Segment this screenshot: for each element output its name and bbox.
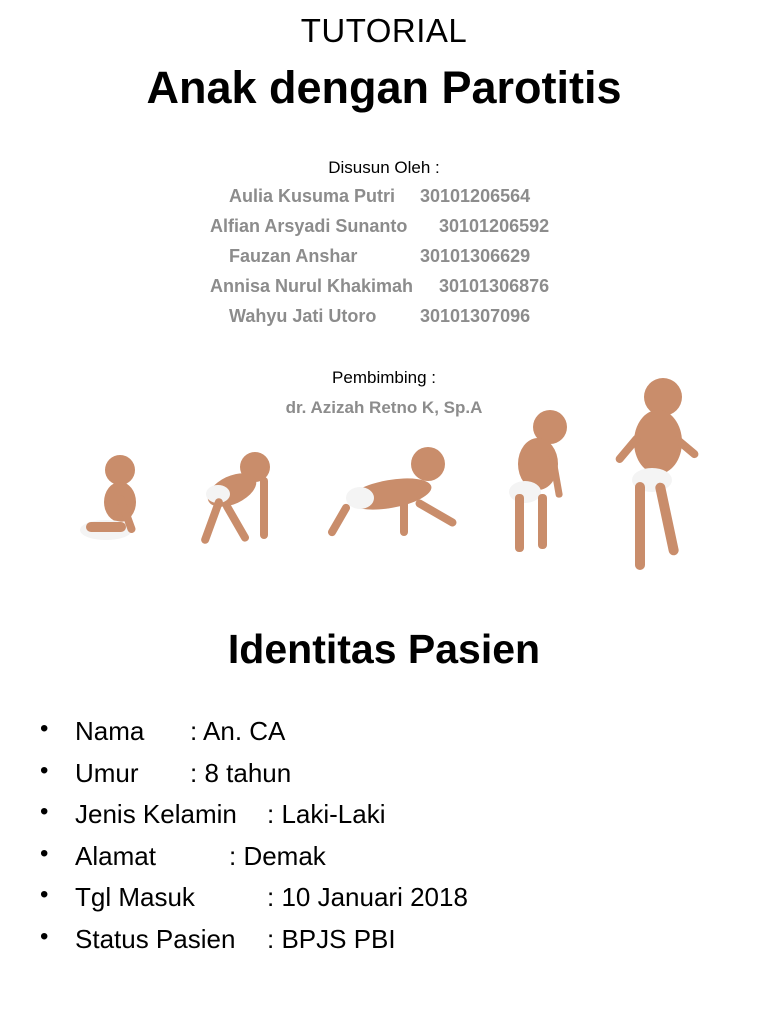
patient-identity-list — [40, 716, 740, 966]
author-list — [0, 186, 768, 336]
list-item — [40, 758, 740, 800]
bullet-icon: • — [40, 839, 49, 867]
author-id: 30101206564 — [420, 186, 531, 206]
baby-development-stages-illustration — [60, 372, 720, 582]
bullet-icon: • — [40, 715, 49, 742]
author-id: 30101306876 — [439, 276, 550, 296]
list-item — [40, 924, 740, 966]
author-id: 30101206592 — [439, 216, 550, 236]
bullet-icon: • — [40, 881, 49, 909]
advisor-name: dr. Azizah Retno K, Sp.A — [285, 398, 483, 417]
field-label: Status Pasien — [75, 923, 236, 954]
baby-standing-up — [509, 410, 567, 552]
bullet-icon: • — [40, 922, 49, 950]
author-name: Alfian Arsyadi Sunanto — [210, 216, 408, 236]
baby-sitting — [80, 455, 137, 540]
bullet-icon: • — [40, 756, 49, 784]
page-title: Anak dengan Parotitis — [146, 62, 622, 113]
field-value: : BPJS PBI — [267, 923, 396, 954]
advisor-label: Pembimbing : — [332, 368, 436, 387]
author-row — [0, 216, 768, 246]
patient-identity-slide — [0, 600, 768, 1024]
baby-walking — [614, 378, 700, 570]
field-label: Nama — [75, 716, 145, 746]
list-item — [40, 799, 740, 841]
baby-crawling-forward — [327, 447, 458, 538]
author-row — [0, 276, 768, 306]
baby-crawling — [200, 452, 270, 545]
list-item — [40, 882, 740, 924]
field-value: : 8 tahun — [190, 757, 292, 788]
field-label: Alamat — [75, 840, 156, 871]
author-id: 30101307096 — [420, 306, 531, 326]
author-name: Wahyu Jati Utoro — [229, 306, 377, 326]
list-item — [40, 716, 740, 758]
field-value: : Demak — [229, 840, 326, 871]
bullet-icon: • — [40, 798, 49, 826]
field-value: : 10 Januari 2018 — [267, 882, 468, 913]
author-name: Aulia Kusuma Putri — [229, 186, 396, 206]
field-value: : An. CA — [190, 716, 286, 746]
compiled-by-label: Disusun Oleh : — [328, 158, 440, 177]
author-row — [0, 306, 768, 336]
author-id: 30101306629 — [420, 246, 531, 266]
field-label: Umur — [75, 757, 139, 788]
author-row — [0, 186, 768, 216]
tutorial-label: TUTORIAL — [300, 12, 468, 49]
field-label: Tgl Masuk — [75, 882, 195, 913]
field-value: : Laki-Laki — [267, 799, 386, 830]
list-item — [40, 841, 740, 883]
section-title: Identitas Pasien — [227, 626, 541, 672]
author-name: Fauzan Anshar — [229, 246, 358, 266]
author-row — [0, 246, 768, 276]
author-name: Annisa Nurul Khakimah — [210, 276, 414, 296]
field-label: Jenis Kelamin — [75, 799, 237, 830]
